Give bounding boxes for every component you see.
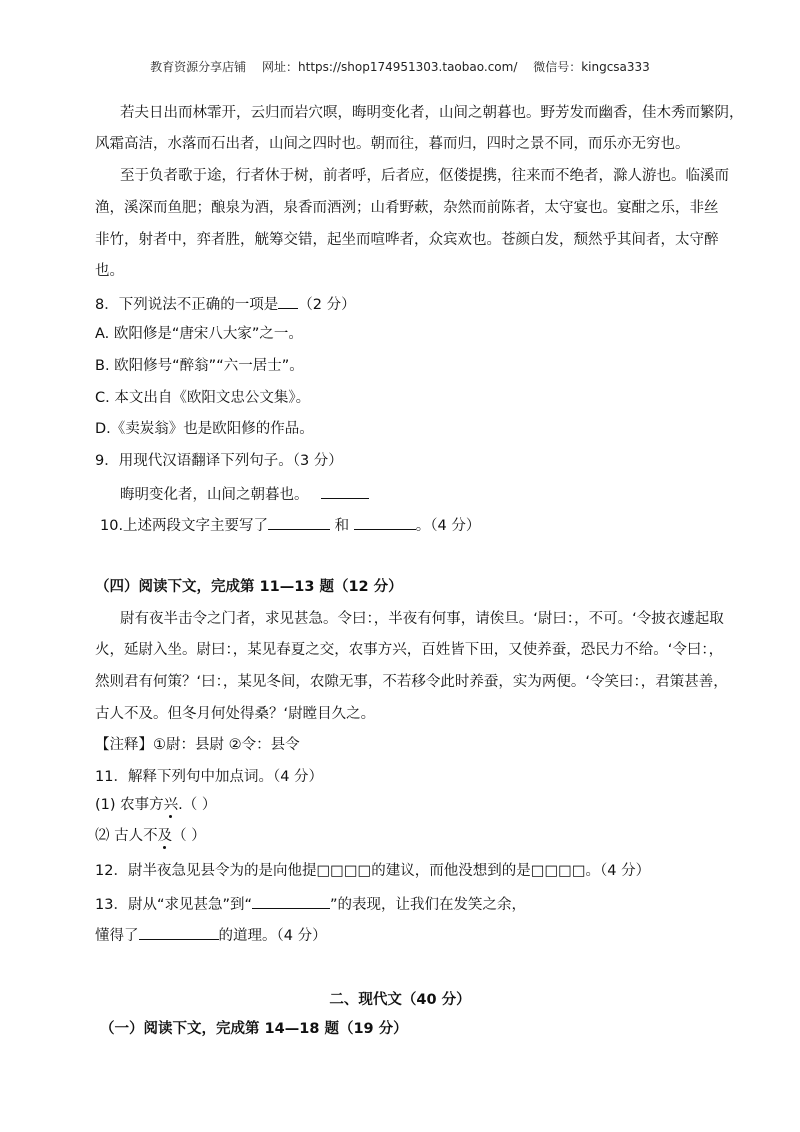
- passage-line: 然则君有何策？‘曰：，某见冬间，农隙无事，不若移令此时养蚕，实为两便。‘令笑曰：，君策甚善，: [95, 674, 728, 690]
- item-text: (1) 农事方: [95, 797, 164, 813]
- question-11-stem: 11．解释下列句中加点词。（4 分）: [95, 769, 324, 785]
- question-13-line-2: [95, 925, 327, 945]
- dotted-word: 及: [157, 828, 173, 844]
- question-9-stem: 9．用现代汉语翻译下列句子。（3 分）: [95, 453, 343, 469]
- annotation-note: 【注释】①尉：县尉 ②令：县令: [95, 737, 300, 753]
- question-11-item-2: [95, 827, 206, 845]
- question-13-cont: ”的表现，让我们在发笑之余，: [330, 897, 527, 913]
- question-13-text: 懂得了: [95, 928, 139, 944]
- question-13-score: 的道理。（4 分）: [218, 928, 327, 944]
- page-header: [0, 58, 800, 75]
- sentence-text: 晦明变化者，山间之朝暮也。: [120, 487, 309, 503]
- dotted-word: 兴: [163, 797, 179, 813]
- question-10-score: 。（4 分）: [415, 518, 481, 534]
- passage-line: 若夫日出而林霏开，云归而岩穴暝，晦明变化者，山间之朝暮也。野芳发而幽香，佳木秀而繁阴，: [120, 105, 744, 121]
- question-13-line-1: [95, 894, 526, 914]
- subsection-heading: （一）阅读下文，完成第 14—18 题（19 分）: [100, 1021, 408, 1037]
- question-10: [100, 515, 480, 535]
- answer-blank[interactable]: [321, 484, 369, 499]
- question-9-sentence: [120, 484, 369, 504]
- question-11-item-1: [95, 796, 216, 814]
- passage-line: 尉有夜半击令之门者，求见甚急。令曰：，半夜有何事，请俟旦。‘尉曰：，不可。‘令披衣遽起取: [120, 611, 724, 627]
- passage-line: 火，延尉入坐。尉曰：，某见春夏之交，农事方兴，百姓皆下田，又使养蚕，恐民力不给。‘令曰：，: [95, 642, 724, 658]
- question-10-stem: 10.上述两段文字主要写了: [100, 518, 269, 534]
- question-8-score: （2 分）: [298, 297, 356, 313]
- answer-blank[interactable]: [139, 925, 219, 940]
- question-8-stem: 8．下列说法不正确的一项是: [95, 297, 279, 313]
- answer-paren[interactable]: .（ ）: [178, 797, 217, 813]
- wechat-id: 微信号：kingcsa333: [533, 60, 650, 74]
- option-c: C. 本文出自《欧阳文忠公文集》。: [95, 390, 311, 406]
- question-13-stem: 13．尉从“求见甚急”到“: [95, 897, 252, 913]
- passage-line: 渔，溪深而鱼肥；酿泉为酒，泉香而酒洌；山肴野蔌，杂然而前陈者，太守宴也。宴酣之乐，非丝: [95, 200, 719, 216]
- shop-url: 网址：https://shop174951303.taobao.com/: [262, 60, 518, 74]
- passage-line: 也。: [95, 263, 124, 279]
- passage-line: 至于负者歌于途，行者休于树，前者呼，后者应，伛偻提携，往来而不绝者，滁人游也。临溪而: [120, 168, 729, 184]
- passage-line: 非竹，射者中，弈者胜，觥筹交错，起坐而喧哗者，众宾欢也。苍颜白发，颓然乎其间者，太守醉: [95, 232, 719, 248]
- passage-line: 古人不及。但冬月何处得桑？‘尉瞠目久之。: [95, 706, 376, 722]
- answer-blank[interactable]: [252, 894, 330, 909]
- item-text: ⑵ 古人不: [95, 828, 158, 844]
- answer-blank[interactable]: [278, 294, 298, 309]
- and-word: 和: [334, 518, 350, 534]
- option-d: D.《卖炭翁》也是欧阳修的作品。: [95, 421, 314, 437]
- question-12: 12．尉半夜急见县令为的是向他提□□□□的建议，而他没想到的是□□□□。（4 分）: [95, 863, 651, 879]
- passage-line: 风霜高洁，水落而石出者，山间之四时也。朝而往，暮而归，四时之景不同，而乐亦无穷也。: [95, 136, 690, 152]
- section-heading: （四）阅读下文，完成第 11—13 题（12 分）: [95, 579, 403, 595]
- answer-blank[interactable]: [268, 515, 330, 530]
- part-heading: 二、现代文（40 分）: [329, 992, 471, 1008]
- shop-name: 教育资源分享店铺: [150, 60, 247, 74]
- option-a: A. 欧阳修是“唐宋八大家”之一。: [95, 326, 303, 342]
- answer-blank[interactable]: [354, 515, 416, 530]
- option-b: B. 欧阳修号“醉翁”“六一居士”。: [95, 358, 304, 374]
- answer-paren[interactable]: （ ）: [172, 828, 206, 844]
- question-8: [95, 294, 356, 314]
